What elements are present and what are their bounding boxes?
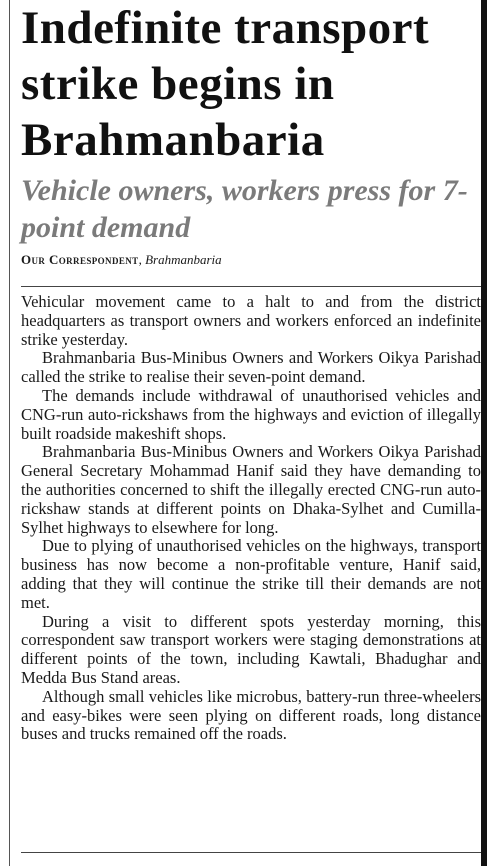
headline: Indefinite transport strike begins in Brahmanbaria	[21, 2, 430, 166]
article-body	[21, 293, 481, 744]
byline-location: Brahmanbaria	[145, 252, 222, 267]
column-divider-left	[9, 0, 10, 866]
byline	[21, 250, 481, 270]
byline-author: Our Correspondent	[21, 252, 139, 267]
paragraph: Although small vehicles like microbus, battery-run three-wheelers and easy-bikes were seen plying on different roads, long distance buses and trucks remained off the roads.	[21, 686, 481, 744]
news-article	[21, 0, 481, 744]
byline-separator: ,	[138, 252, 146, 267]
paragraph: Vehicular movement came to a halt to and from the district headquarters as transport owners and workers enforced an indefinite strike yesterday.	[21, 292, 481, 349]
subheadline: Vehicle owners, workers press for 7-point demand	[21, 174, 468, 244]
paragraph: The demands include withdrawal of unauthorised vehicles and CNG-run auto-rickshaws from the highways and eviction of illegally built roadside makeshift shops.	[21, 385, 481, 443]
column-edge-right	[481, 0, 487, 866]
paragraph: During a visit to different spots yesterday morning, this correspondent saw transport workers were staging demonstrations at different points of the town, including Kawtali, Bhadughar and Medda Bus Stand areas.	[21, 611, 481, 687]
section-divider	[21, 286, 481, 287]
paragraph: Brahmanbaria Bus-Minibus Owners and Workers Oikya Parishad General Secretary Mohammad Hanif said they have demanding to the authorities concerned to shift the illegally erected CNG-run auto-rickshaw stands at different points on Dhaka-Sylhet and Cumilla-Sylhet highways to elsewhere for long.	[21, 442, 481, 537]
paragraph: Brahmanbaria Bus-Minibus Owners and Workers Oikya Parishad called the strike to realise their seven-point demand.	[21, 348, 481, 387]
article-end-divider	[21, 852, 481, 853]
paragraph: Due to plying of unauthorised vehicles on the highways, transport business has now become a non-profitable venture, Hanif said, adding that they will continue the strike till their demands are not met.	[21, 536, 481, 612]
